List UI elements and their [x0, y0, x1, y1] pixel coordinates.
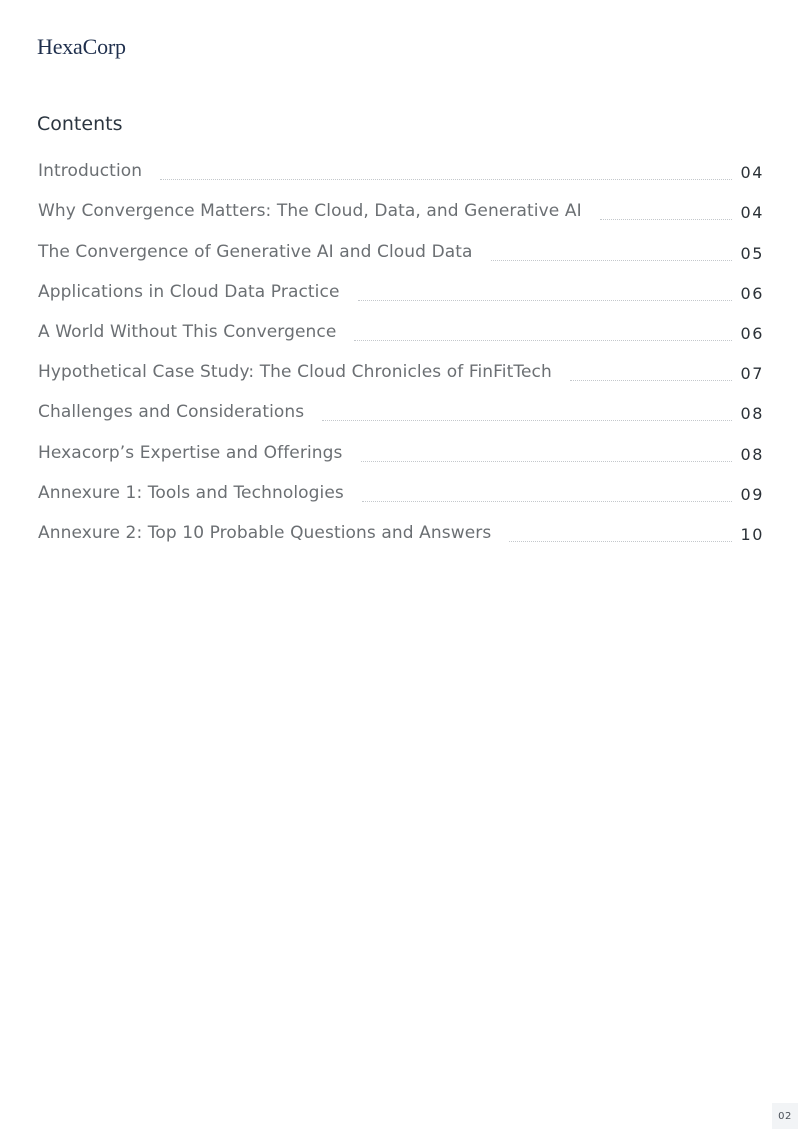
toc-entry-page: 05: [740, 243, 764, 263]
toc-entry-title: Why Convergence Matters: The Cloud, Data, and Generative AI: [38, 201, 582, 222]
toc-entry-hexacorp-expertise[interactable]: [38, 433, 764, 473]
hexacorp-logo: HexaCorp: [37, 34, 126, 59]
toc-dot-leader: [600, 219, 732, 220]
table-of-contents: [38, 152, 764, 554]
toc-entry-page: 07: [740, 364, 764, 384]
toc-entry-page: 06: [740, 283, 764, 303]
page-number-badge: 02: [772, 1103, 798, 1129]
toc-dot-leader: [491, 260, 732, 261]
toc-entry-title: Hexacorp’s Expertise and Offerings: [38, 442, 343, 463]
toc-entry-challenges[interactable]: [38, 393, 764, 433]
toc-entry-title: Hypothetical Case Study: The Cloud Chronicles of FinFitTech: [38, 362, 552, 383]
toc-entry-title: The Convergence of Generative AI and Cloud Data: [38, 241, 473, 262]
toc-entry-page: 08: [740, 444, 764, 464]
toc-entry-title: A World Without This Convergence: [38, 321, 337, 342]
toc-entry-title: Challenges and Considerations: [38, 402, 305, 423]
toc-entry-annexure-2[interactable]: [38, 514, 764, 554]
toc-entry-world-without-convergence[interactable]: [38, 313, 764, 353]
toc-entry-case-study[interactable]: [38, 353, 764, 393]
toc-entry-title: Applications in Cloud Data Practice: [38, 281, 340, 302]
toc-entry-title: Annexure 2: Top 10 Probable Questions and Answers: [38, 522, 492, 543]
toc-entry-page: 10: [740, 524, 764, 544]
toc-entry-applications[interactable]: [38, 273, 764, 313]
toc-dot-leader: [361, 461, 733, 462]
toc-dot-leader: [322, 420, 732, 421]
toc-dot-leader: [570, 380, 732, 381]
toc-entry-page: 08: [740, 404, 764, 424]
toc-dot-leader: [358, 300, 732, 301]
toc-entry-annexure-1[interactable]: [38, 474, 764, 514]
toc-entry-title: Annexure 1: Tools and Technologies: [38, 482, 344, 503]
toc-dot-leader: [362, 501, 732, 502]
toc-entry-title: Introduction: [38, 161, 143, 182]
toc-entry-page: 04: [740, 163, 764, 183]
toc-entry-page: 06: [740, 323, 764, 343]
toc-dot-leader: [354, 340, 732, 341]
contents-heading: Contents: [37, 113, 123, 135]
toc-dot-leader: [160, 179, 732, 180]
toc-entry-convergence-genai-cloud-data[interactable]: [38, 232, 764, 272]
toc-dot-leader: [509, 541, 732, 542]
toc-entry-why-convergence-matters[interactable]: [38, 192, 764, 232]
toc-entry-page: 04: [740, 203, 764, 223]
toc-entry-page: 09: [740, 484, 764, 504]
toc-entry-introduction[interactable]: [38, 152, 764, 192]
